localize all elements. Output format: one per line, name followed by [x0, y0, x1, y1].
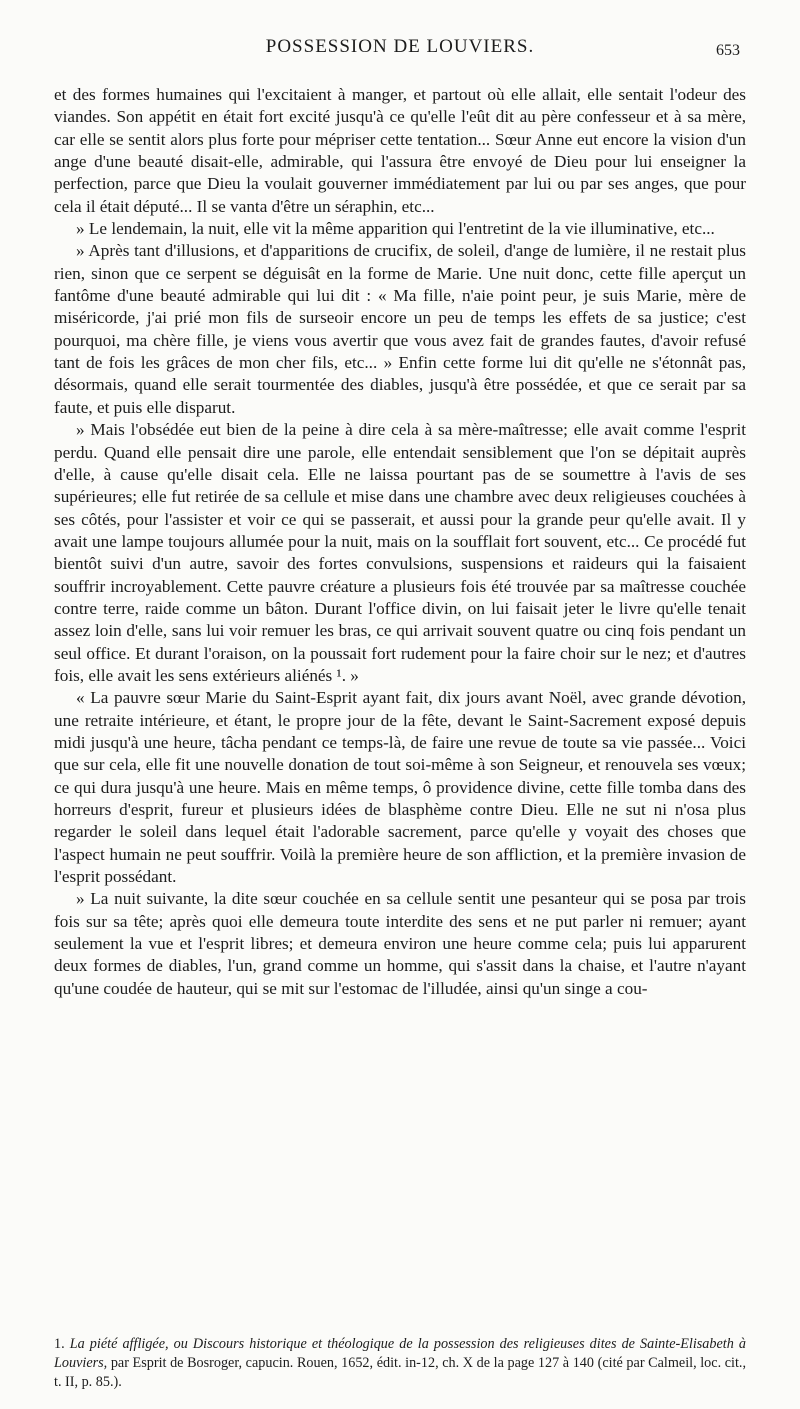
page-number: 653 — [716, 42, 740, 59]
footnote-text: par Esprit de Bosroger, capucin. Rouen, 1652, édit. in-12, ch. X de la page 127 à 140 (cité par Calmeil, loc. cit., t. II, p. 85.). — [54, 1355, 747, 1390]
paragraph: » Le lendemain, la nuit, elle vit la même apparition qui l'entretint de la vie illuminative, etc... — [76, 219, 715, 239]
paragraph: » Après tant d'illusions, et d'apparitions de crucifix, de soleil, d'ange de lumière, il ne restait plus rien, sinon que ce serpent se déguisât en la forme de Marie. Une nuit donc, cette fille aperçut un fantôme d'une beauté admirable qui lui dit : « Ma fille, n'aie point peur, je suis Marie, mère de miséricorde, j'ai prié mon fils de surseoir encore un peu de temps les effets de sa justice; c'est pourquoi, ma chère fille, je viens vous avertir que vous avez fait de grandes fautes, d'avoir refusé tant de fois les grâces de mon cher fils, etc... » Enfin cette forme lui dit qu'elle ne s'étonnât pas, désormais, quand elle serait tourmentée des diables, jusqu'à être possédée, et que ce serait par sa faute, et puis elle disparut. — [54, 241, 746, 417]
running-title: POSSESSION DE LOUVIERS. — [265, 36, 535, 57]
paragraph: et des formes humaines qui l'excitaient à manger, et partout où elle allait, elle sentait l'odeur des viandes. Son appétit en était fort excité jusqu'à ce qu'elle l'eût dit au père confesseur et à sa mère, car elle se sentit alors plus forte pour mépriser cette tentation... Sœur Anne eut encore la vision d'un ange d'une beauté disait-elle, admirable, qui l'assura être envoyé de Dieu pour lui enseigner la perfection, parce que Dieu la voulait gouverner immédiatement par lui ou par ses anges, que pour cela il était député... Il se vanta d'être un séraphin, etc... — [54, 85, 746, 216]
body-text — [54, 84, 746, 1000]
running-head — [60, 36, 740, 62]
footnote-title: La piété affligée, ou Discours historique et théologique de la possession des religieuses dites de Sainte-Elisabeth à Louviers, — [54, 1336, 747, 1371]
footnote-number: 1. — [54, 1336, 65, 1352]
paragraph: « La pauvre sœur Marie du Saint-Esprit ayant fait, dix jours avant Noël, avec grande dévotion, une retraite intérieure, et étant, le propre jour de la fête, devant le Saint-Sacrement exposé depuis midi jusqu'à une heure, tâcha pendant ce temps-là, de faire une revue de toute sa vie passée... Voici que sur cela, elle fit une nouvelle donation de tout soi-même à son Seigneur, et renouvela ses vœux; ce qui dura jusqu'à une heure. Mais en même temps, ô providence divine, cette fille tomba dans des horreurs d'esprit, fureur et plusieurs idées de blasphème contre Dieu. Elle ne sut ni n'osa plus regarder le soleil dans lequel était l'adorable sacrement, parce qu'elle y voyait des choses que l'aspect humain ne peut souffrir. Voilà la première heure de son affliction, et la première invasion de l'esprit possédant. — [54, 688, 746, 887]
paragraph: » Mais l'obsédée eut bien de la peine à dire cela à sa mère-maîtresse; elle avait comme l'esprit perdu. Quand elle pensait dire une parole, elle entendait sensiblement que l'on se dépitait auprès d'elle, à cause qu'elle disait cela. Elle ne laissa pourtant pas de se soumettre à l'avis de ses supérieures; elle fut retirée de sa cellule et mise dans une chambre avec deux religieuses couchées à ses côtés, pour l'assister et voir ce qui se passerait, et aussi pour la grande peur qu'elle avait. Il y avait une lampe toujours allumée pour la nuit, mais on la soufflait fort souvent, etc... Ce procédé fut bientôt suivi d'un autre, savoir des fortes convulsions, suspensions et raideurs qui la faisaient souffrir incroyablement. Cette pauvre créature a plusieurs fois été trouvée par sa maîtresse couchée contre terre, raide comme un bâton. Durant l'office divin, on lui faisait jeter le livre qu'elle tenait assez loin d'elle, sans lui voir remuer les bras, ce qui arrivait souvent quatre ou cinq fois pendant un seul office. Et durant l'oraison, on la poussait fort rudement pour la faire choir sur le nez; et d'autres fois, elle avait les sens extérieurs aliénés ¹. » — [54, 420, 746, 685]
paragraph: » La nuit suivante, la dite sœur couchée en sa cellule sentit une pesanteur qui se posa par trois fois sur sa tête; après quoi elle demeura toute interdite des sens et ne put parler ni remuer; ayant seulement la vue et l'esprit libres; et demeura environ une heure comme cela; puis lui apparurent deux formes de diables, l'un, grand comme un homme, qui s'assit dans la chaise, et l'autre n'ayant qu'une coudée de hauteur, qui se mit sur l'estomac de l'illudée, ainsi qu'un singe a cou- — [54, 889, 746, 998]
footnote — [54, 1335, 746, 1392]
